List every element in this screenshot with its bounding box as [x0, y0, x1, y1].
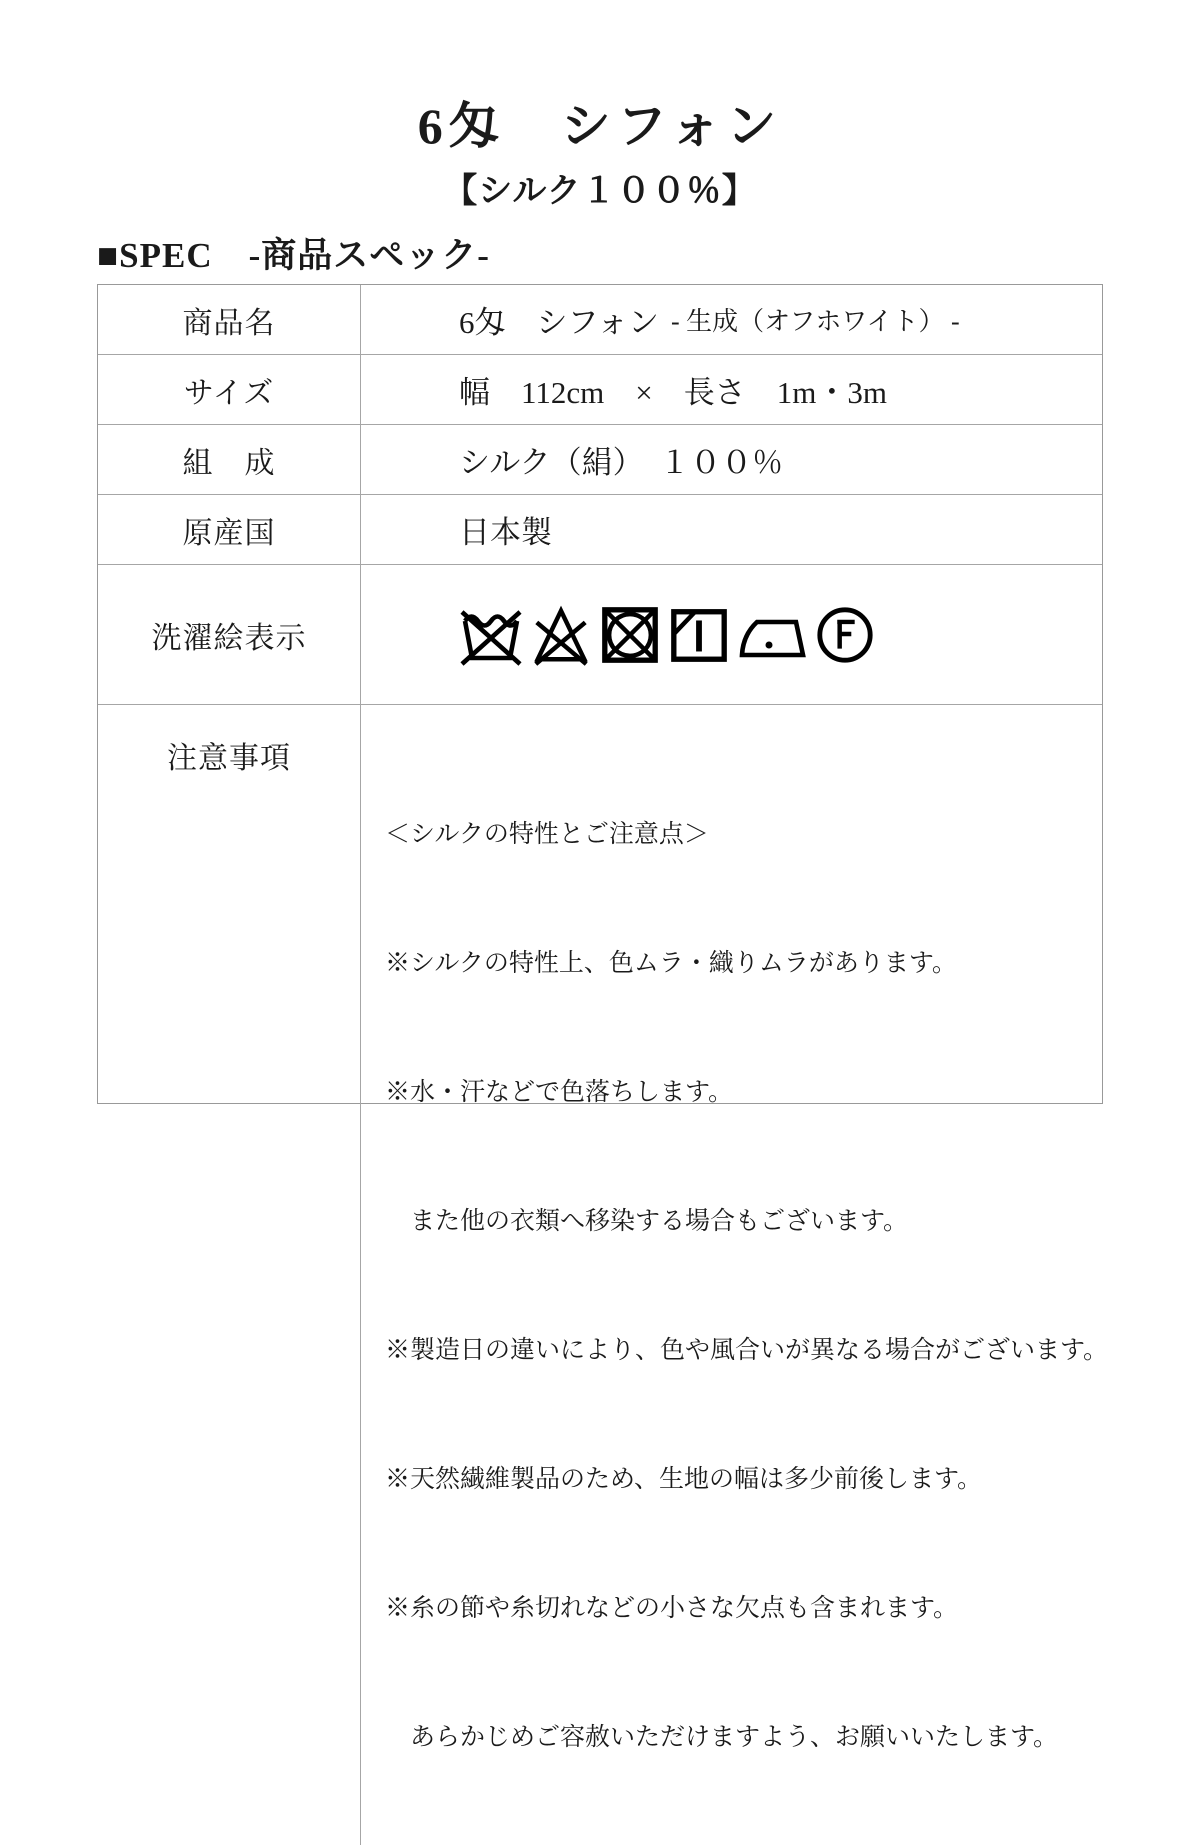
- size-value: 幅 112cm × 長さ 1m・3m: [459, 375, 887, 410]
- product-name-main: 6匁 シフォン: [459, 305, 659, 340]
- notes-label: 注意事項: [98, 705, 361, 1845]
- notes-line: ※糸の節や糸切れなどの小さな欠点も含まれます。: [385, 1595, 959, 1622]
- care-symbols-value: [361, 565, 1102, 704]
- composition-value: シルク（絹） １００％: [459, 445, 784, 480]
- table-row-product-name: [98, 285, 1102, 355]
- composition-label: 組 成: [98, 425, 361, 494]
- do-not-tumble-dry-icon: [599, 603, 661, 667]
- table-row-care-symbols: [98, 565, 1102, 705]
- product-name-label: 商品名: [98, 285, 361, 354]
- dry-in-shade-icon: [668, 603, 730, 667]
- origin-value: 日本製: [459, 515, 552, 550]
- page-title: 6匁 シフォン: [417, 98, 783, 154]
- notes-line: ※製造日の違いにより、色や風合いが異なる場合がございます。: [385, 1337, 1109, 1364]
- spec-section-heading: ■SPEC -商品スペック-: [97, 236, 490, 275]
- table-row-composition: [98, 425, 1102, 495]
- table-row-notes: [98, 705, 1109, 1751]
- do-not-bleach-icon: [530, 603, 592, 667]
- product-name-value: [361, 285, 1102, 354]
- table-row-size: [98, 355, 1102, 425]
- notes-line: ※シルクの特性上、色ムラ・織りムラがあります。: [385, 950, 957, 977]
- notes-value: [361, 705, 1116, 1845]
- size-label: サイズ: [98, 355, 361, 424]
- notes-line: ※天然繊維製品のため、生地の幅は多少前後します。: [385, 1466, 983, 1493]
- notes-line: ※水・汗などで色落ちします。: [385, 1079, 734, 1106]
- dry-clean-petroleum-F-icon: [814, 603, 876, 667]
- care-symbols-label: 洗濯絵表示: [98, 565, 361, 704]
- notes-line: また他の衣類へ移染する場合もございます。: [385, 1208, 909, 1235]
- product-name-color-note: - 生成（オフホワイト） -: [670, 307, 960, 336]
- do-not-wash-icon: [459, 603, 523, 667]
- page-subtitle: 【シルク１００％】: [443, 173, 757, 210]
- spec-table: [97, 284, 1109, 1751]
- notes-line: あらかじめご容赦いただけますよう、お願いいたします。: [385, 1724, 1059, 1751]
- iron-low-temp-icon: [737, 603, 807, 667]
- notes-line: ＜シルクの特性とご注意点＞: [385, 821, 709, 848]
- origin-label: 原産国: [98, 495, 361, 564]
- table-row-origin: [98, 495, 1102, 565]
